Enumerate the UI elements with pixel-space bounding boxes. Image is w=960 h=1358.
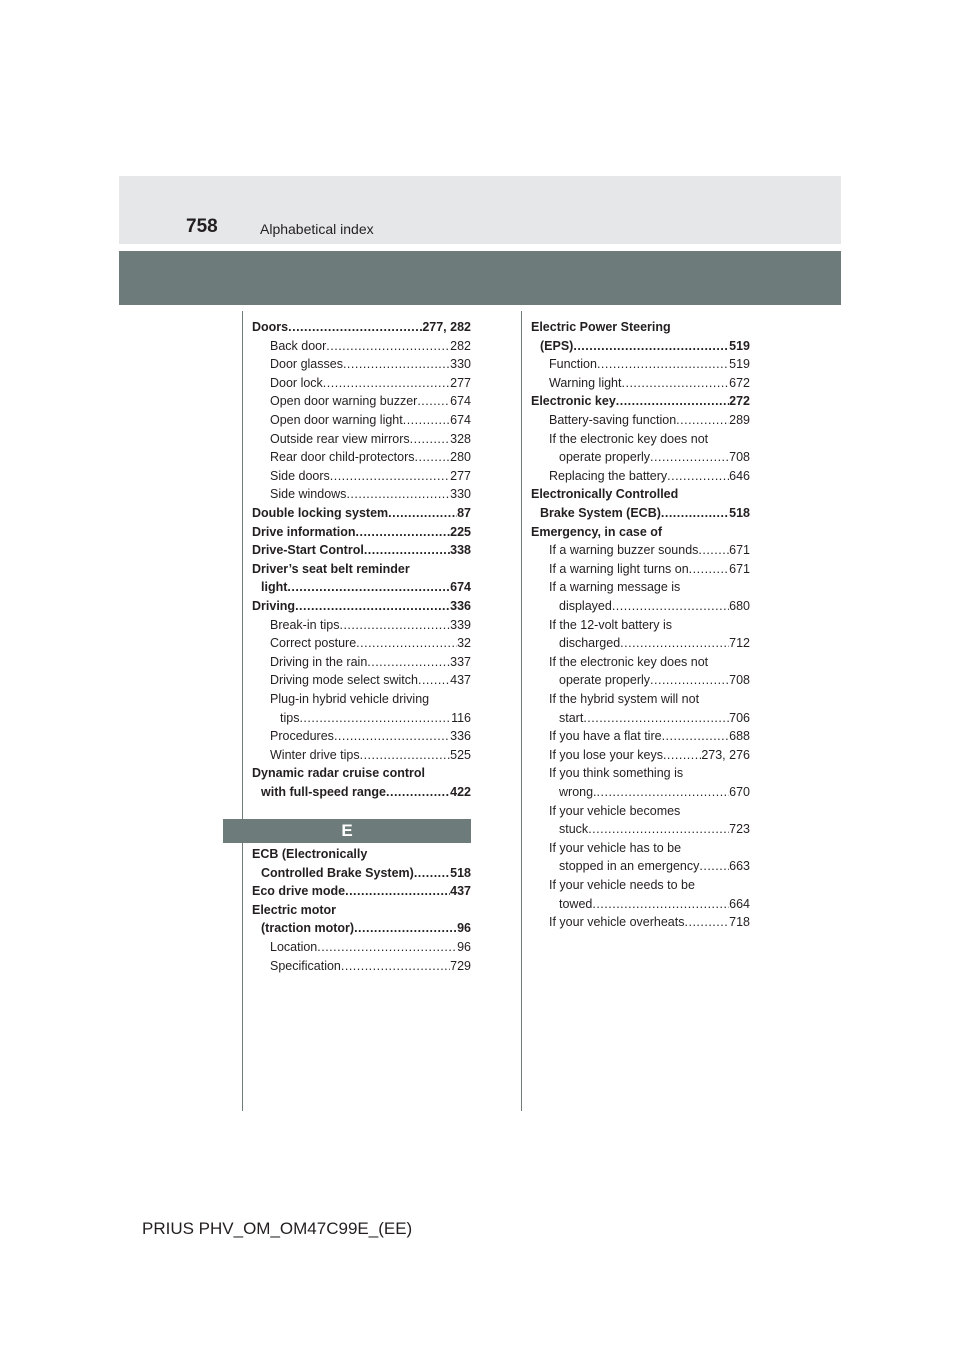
entry-label: Open door warning light (270, 413, 403, 427)
leader-dots (622, 374, 730, 393)
index-entry (252, 337, 471, 356)
entry-label: Side doors (270, 468, 330, 483)
entry-page-number[interactable]: 336 (450, 729, 471, 744)
leader-dots (699, 857, 729, 876)
index-entry (531, 802, 750, 839)
entry-page-number[interactable]: 422 (450, 784, 471, 799)
entry-label: Correct posture (270, 636, 357, 651)
leader-dots (616, 392, 729, 411)
leader-dots (676, 411, 729, 430)
middle-column-divider (521, 311, 522, 1111)
leader-dots (583, 709, 729, 728)
index-entry (531, 541, 750, 560)
index-entry (531, 411, 750, 430)
index-entry (531, 318, 750, 355)
entry-label: tips (280, 710, 300, 725)
index-entry (252, 634, 471, 653)
page-number: 758 (186, 216, 218, 237)
entry-label: Location (270, 940, 318, 954)
leader-dots (650, 671, 729, 690)
index-entry (252, 690, 471, 727)
entry-label: stopped in an emergency (559, 859, 700, 874)
entry-page-number[interactable]: 437 (450, 673, 471, 688)
entry-label: Replacing the battery (549, 468, 668, 483)
leader-dots (341, 957, 450, 976)
leader-dots (650, 448, 729, 467)
leader-dots (689, 560, 729, 579)
leader-dots (295, 597, 450, 616)
entry-page-number[interactable]: 671 (729, 543, 750, 558)
entry-page-number[interactable]: 289 (729, 413, 750, 427)
entry-page-number[interactable]: 96 (457, 940, 471, 954)
entry-label: Door glasses (270, 357, 343, 372)
index-entry (531, 560, 750, 579)
entry-heading-text: Electric Power Steering (531, 320, 671, 334)
leader-dots (356, 523, 451, 542)
entry-label: Warning light (549, 375, 622, 390)
leader-dots (287, 578, 450, 597)
entry-label: wrong. (559, 784, 597, 799)
leader-dots (288, 318, 422, 337)
section-letter-band: E (223, 819, 471, 843)
entry-label: start (559, 710, 584, 725)
entry-page-number[interactable]: 273, 276 (701, 747, 750, 762)
entry-heading-text: If your vehicle becomes (549, 803, 681, 818)
entry-page-number[interactable]: 225 (450, 524, 471, 539)
entry-page-number[interactable]: 688 (729, 729, 750, 744)
entry-label: operate properly (559, 450, 651, 465)
entry-heading-text: Electronically Controlled (531, 487, 679, 502)
entry-page-number[interactable]: 282 (450, 338, 471, 353)
leader-dots (685, 913, 730, 932)
leader-dots (334, 727, 450, 746)
leader-dots (317, 938, 457, 957)
entry-page-number[interactable]: 674 (450, 394, 471, 409)
entry-page-number[interactable]: 646 (729, 468, 750, 483)
entry-page-number[interactable]: 519 (729, 338, 750, 353)
entry-label: Specification (270, 958, 341, 973)
entry-page-number[interactable]: 116 (451, 710, 471, 725)
entry-page-number[interactable]: 706 (729, 710, 750, 725)
entry-label: Driving mode select switch (270, 673, 418, 688)
entry-label: towed (559, 896, 593, 911)
leader-dots (597, 355, 729, 374)
index-entry (252, 845, 471, 882)
entry-label: light (261, 580, 288, 595)
entry-label: Break-in tips (270, 617, 340, 632)
index-entry (252, 616, 471, 635)
index-entry (531, 467, 750, 486)
leader-dots (573, 337, 729, 356)
index-entry (252, 448, 471, 467)
entry-label: Door lock (270, 375, 323, 390)
entry-heading-text: If the electronic key does not (549, 431, 709, 446)
entry-label: Back door (270, 338, 327, 353)
entry-label: (EPS) (540, 338, 574, 353)
index-entry (531, 746, 750, 765)
index-entry (252, 746, 471, 765)
leader-dots (354, 919, 457, 938)
entry-page-number[interactable]: 664 (729, 896, 750, 911)
leader-dots (367, 653, 450, 672)
leader-dots (345, 882, 450, 901)
entry-label: Driving in the rain (270, 654, 368, 669)
leader-dots (588, 820, 729, 839)
entry-page-number[interactable]: 729 (450, 958, 471, 973)
header-band (119, 176, 841, 244)
entry-heading-text: Plug-in hybrid vehicle driving (270, 692, 430, 706)
leader-dots (343, 355, 450, 374)
entry-page-number[interactable]: 338 (450, 543, 471, 558)
entry-page-number[interactable]: 339 (450, 617, 471, 632)
index-entry (252, 374, 471, 393)
index-entry (531, 653, 750, 690)
leader-dots (326, 337, 450, 356)
entry-label: Eco drive mode (252, 884, 346, 899)
entry-heading-text: If your vehicle needs to be (549, 878, 695, 892)
leader-dots (414, 864, 450, 883)
index-entry (252, 504, 471, 523)
index-entry (531, 578, 750, 615)
entry-page-number[interactable]: 671 (729, 561, 750, 576)
index-entry (252, 541, 471, 560)
index-entry (252, 392, 471, 411)
index-entry (252, 430, 471, 449)
leader-dots (661, 504, 729, 523)
leader-dots (667, 467, 729, 486)
footer-document-code: PRIUS PHV_OM_OM47C99E_(EE) (142, 1219, 413, 1238)
entry-label: operate properly (559, 673, 651, 688)
entry-page-number[interactable]: 336 (450, 599, 471, 613)
leader-dots (388, 504, 457, 523)
index-entry (531, 485, 750, 522)
leader-dots (323, 374, 450, 393)
entry-label: Drive-Start Control (252, 543, 364, 558)
entry-page-number[interactable]: 330 (450, 357, 471, 372)
entry-heading-text: Driver’s seat belt reminder (252, 561, 410, 576)
leader-dots (597, 783, 730, 802)
entry-page-number[interactable]: 277 (450, 375, 471, 390)
index-entry (531, 727, 750, 746)
entry-page-number[interactable]: 674 (450, 413, 471, 427)
entry-label: Open door warning buzzer (270, 394, 418, 409)
entry-page-number[interactable]: 670 (729, 784, 750, 799)
index-entry (252, 901, 471, 938)
index-entry (531, 913, 750, 932)
left-column-divider (242, 311, 243, 1111)
entry-page-number[interactable]: 330 (450, 487, 471, 502)
entry-page-number[interactable]: 519 (729, 357, 750, 372)
entry-label: Driving (252, 599, 296, 613)
entry-label: stuck (559, 822, 589, 837)
index-entry (252, 882, 471, 901)
leader-dots (403, 411, 450, 430)
index-entry (531, 839, 750, 876)
entry-label: displayed (559, 598, 612, 613)
entry-heading-text: Dynamic radar cruise control (252, 766, 425, 781)
leader-dots (410, 430, 451, 449)
index-entry (252, 467, 471, 486)
entry-page-number[interactable]: 87 (457, 506, 471, 520)
index-entry (252, 938, 471, 957)
entry-page-number[interactable]: 32 (457, 636, 471, 651)
index-entry (531, 523, 750, 542)
entry-label: If a warning light turns on (549, 561, 689, 576)
index-entry (531, 876, 750, 913)
index-entry (252, 485, 471, 504)
entry-label: Controlled Brake System) (261, 865, 414, 880)
entry-page-number[interactable]: 525 (450, 747, 471, 762)
header-dark-band (119, 251, 841, 305)
entry-page-number[interactable]: 280 (450, 450, 471, 465)
leader-dots (364, 541, 450, 560)
leader-dots (356, 634, 457, 653)
entry-heading-text: If your vehicle has to be (549, 840, 682, 855)
entry-label: discharged (559, 636, 621, 651)
entry-page-number[interactable]: 723 (729, 822, 750, 837)
entry-page-number[interactable]: 328 (450, 431, 471, 446)
index-entry (252, 318, 471, 337)
entry-heading-text: If the 12-volt battery is (549, 617, 672, 632)
entry-heading-text: Emergency, in case of (531, 524, 663, 539)
entry-page-number[interactable]: 277 (450, 468, 471, 483)
entry-heading-text: Electric motor (252, 902, 337, 917)
entry-heading-text: ECB (Electronically (252, 847, 368, 861)
entry-label: Function (549, 357, 597, 372)
entry-label: Double locking system (252, 506, 389, 520)
entry-page-number[interactable]: 96 (457, 921, 471, 936)
entry-page-number[interactable]: 663 (729, 859, 750, 874)
index-entry (252, 560, 471, 597)
section-title: Alphabetical index (260, 221, 374, 237)
index-entry (531, 616, 750, 653)
entry-page-number[interactable]: 680 (729, 598, 750, 613)
entry-label: (traction motor) (261, 921, 355, 936)
entry-page-number[interactable]: 272 (729, 394, 750, 409)
index-entry (531, 764, 750, 801)
entry-label: Procedures (270, 729, 334, 744)
entry-label: If you have a flat tire (549, 729, 662, 744)
leader-dots (417, 392, 450, 411)
leader-dots (299, 709, 451, 728)
leader-dots (620, 634, 729, 653)
index-entry (252, 597, 471, 616)
entry-page-number[interactable]: 718 (729, 915, 750, 930)
index-entry (252, 764, 471, 801)
index-entry (252, 957, 471, 976)
leader-dots (662, 727, 730, 746)
index-entry (531, 392, 750, 411)
index-entry (252, 523, 471, 542)
entry-heading-text: If the hybrid system will not (549, 692, 700, 706)
entry-heading-text: If the electronic key does not (549, 654, 709, 669)
entry-label: Doors (252, 320, 289, 334)
entry-label: Battery-saving function (549, 413, 677, 427)
index-entry (252, 727, 471, 746)
leader-dots (346, 485, 450, 504)
leader-dots (612, 597, 729, 616)
leader-dots (663, 746, 701, 765)
index-entry (531, 690, 750, 727)
entry-page-number[interactable]: 712 (729, 636, 750, 651)
entry-label: Brake System (ECB) (540, 505, 661, 520)
leader-dots (592, 895, 729, 914)
entry-page-number[interactable]: 674 (450, 580, 471, 595)
leader-dots (330, 467, 450, 486)
entry-page-number[interactable]: 337 (450, 654, 471, 669)
index-entry (531, 374, 750, 393)
entry-page-number[interactable]: 518 (450, 865, 471, 880)
entry-label: Drive information (252, 524, 356, 539)
index-entry (252, 653, 471, 672)
entry-page-number[interactable]: 518 (729, 505, 750, 520)
entry-heading-text: If a warning message is (549, 580, 681, 595)
entry-heading-text: If you think something is (549, 766, 684, 781)
leader-dots (339, 616, 450, 635)
entry-label: Electronic key (531, 394, 616, 409)
entry-label: Rear door child-protectors (270, 450, 415, 465)
index-entry (252, 355, 471, 374)
index-entry (531, 430, 750, 467)
entry-page-number[interactable]: 708 (729, 673, 750, 688)
entry-label: Outside rear view mirrors (270, 431, 410, 446)
leader-dots (386, 783, 450, 802)
entry-label: If your vehicle overheats (549, 915, 685, 930)
index-entry (531, 355, 750, 374)
entry-page-number[interactable]: 672 (729, 375, 750, 390)
leader-dots (360, 746, 451, 765)
entry-label: with full-speed range (261, 784, 387, 799)
index-entry (252, 411, 471, 430)
index-entry (252, 671, 471, 690)
leader-dots (418, 671, 450, 690)
entry-page-number[interactable]: 437 (450, 884, 471, 899)
entry-page-number[interactable]: 277, 282 (422, 320, 471, 334)
entry-label: If you lose your keys (549, 747, 663, 762)
entry-label: Winter drive tips (270, 747, 360, 762)
leader-dots (698, 541, 729, 560)
leader-dots (415, 448, 451, 467)
entry-page-number[interactable]: 708 (729, 450, 750, 465)
entry-label: Side windows (270, 487, 347, 502)
entry-label: If a warning buzzer sounds (549, 543, 699, 558)
